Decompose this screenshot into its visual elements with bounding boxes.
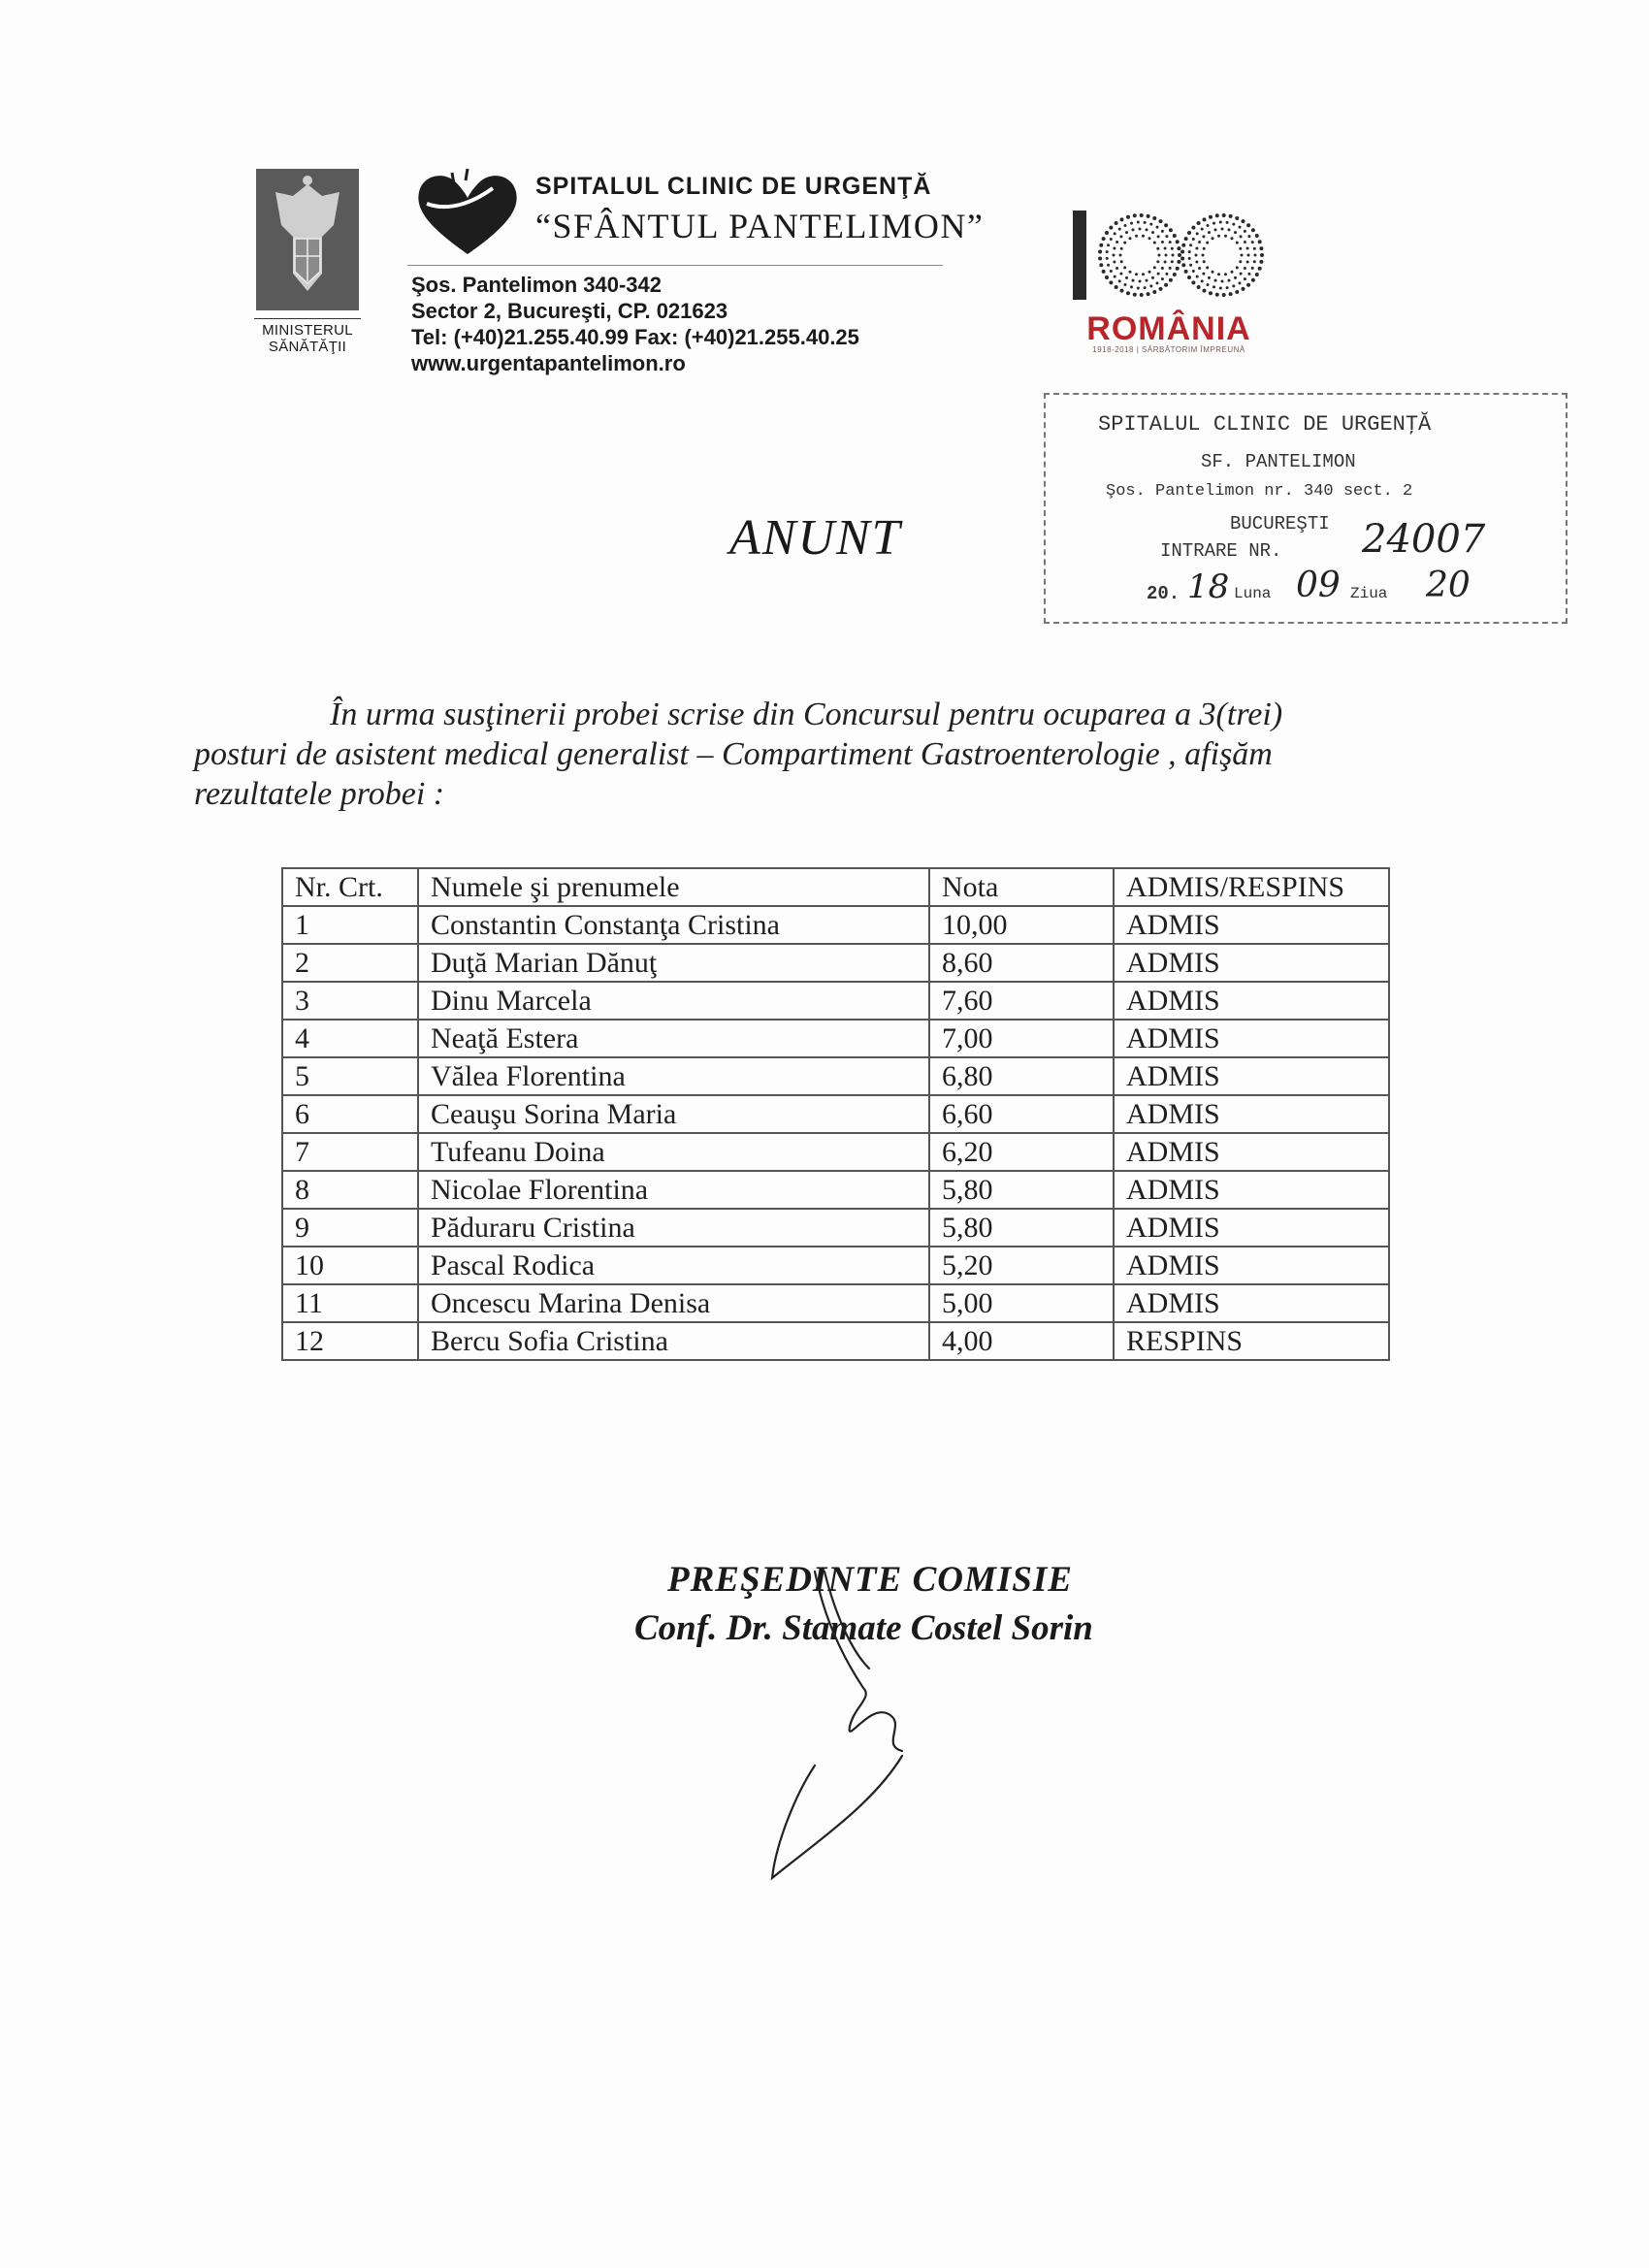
ministry-line1: MINISTERUL	[262, 322, 353, 339]
row-result: ADMIS	[1114, 1209, 1389, 1247]
page-title: ANUNT	[729, 510, 902, 566]
row-nr: 8	[282, 1171, 418, 1209]
stamp-month: 09	[1296, 566, 1341, 605]
row-name: Vălea Florentina	[418, 1057, 929, 1095]
row-name: Nicolae Florentina	[418, 1171, 929, 1209]
row-name: Pascal Rodica	[418, 1247, 929, 1284]
row-name: Dinu Marcela	[418, 982, 929, 1020]
intro-line3: rezultatele probei :	[194, 776, 445, 812]
row-name: Ceauşu Sorina Maria	[418, 1095, 929, 1133]
row-name: Duţă Marian Dănuţ	[418, 944, 929, 982]
handwritten-signature	[757, 1552, 951, 1906]
coat-of-arms-icon	[254, 167, 361, 312]
table-row	[282, 906, 1389, 944]
hospital-website: www.urgentapantelimon.ro	[411, 351, 686, 375]
stamp-day-label: Ziua	[1350, 585, 1388, 602]
row-result: RESPINS	[1114, 1322, 1389, 1360]
stamp-line4: BUCUREŞTI	[1230, 513, 1330, 535]
row-nr: 2	[282, 944, 418, 982]
registration-stamp	[1044, 393, 1568, 624]
signature-name: Conf. Dr. Stamate Costel Sorin	[634, 1608, 1093, 1648]
row-nr: 7	[282, 1133, 418, 1171]
row-grade: 7,60	[929, 982, 1114, 1020]
stamp-day: 20	[1426, 566, 1471, 605]
table-row	[282, 1284, 1389, 1322]
stamp-entry-label: INTRARE NR.	[1160, 540, 1282, 562]
table-row	[282, 1247, 1389, 1284]
hospital-phone: Tel: (+40)21.255.40.99 Fax: (+40)21.255.40.25	[411, 325, 859, 349]
col-header-name: Numele şi prenumele	[418, 868, 929, 906]
row-name: Neaţă Estera	[418, 1020, 929, 1057]
row-nr: 6	[282, 1095, 418, 1133]
hospital-name-line1: SPITALUL CLINIC DE URGENŢĂ	[535, 173, 932, 200]
table-row	[282, 1133, 1389, 1171]
row-grade: 4,00	[929, 1322, 1114, 1360]
ministry-line2: SĂNĂTĂŢII	[268, 339, 347, 355]
stamp-month-label: Luna	[1234, 585, 1272, 602]
hospital-contact	[411, 272, 859, 376]
row-name: Constantin Constanţa Cristina	[418, 906, 929, 944]
row-grade: 5,20	[929, 1247, 1114, 1284]
intro-line2: posturi de asistent medical generalist – Compartiment Gastroenterologie , afişăm	[194, 736, 1273, 772]
heart-logo-icon	[409, 165, 526, 262]
row-name: Tufeanu Doina	[418, 1133, 929, 1171]
table-header-row	[282, 868, 1389, 906]
ministry-logo	[254, 167, 361, 355]
table-row	[282, 1095, 1389, 1133]
centenar-word: ROMÂNIA	[1086, 310, 1251, 347]
stamp-year-prefix: 20.	[1147, 583, 1180, 604]
row-result: ADMIS	[1114, 1171, 1389, 1209]
row-result: ADMIS	[1114, 1284, 1389, 1322]
row-grade: 7,00	[929, 1020, 1114, 1057]
row-result: ADMIS	[1114, 1057, 1389, 1095]
row-grade: 5,00	[929, 1284, 1114, 1322]
row-nr: 11	[282, 1284, 418, 1322]
row-result: ADMIS	[1114, 1020, 1389, 1057]
row-result: ADMIS	[1114, 906, 1389, 944]
centenar-logo	[1067, 199, 1271, 354]
table-row	[282, 982, 1389, 1020]
stamp-entry-number: 24007	[1362, 517, 1486, 562]
row-name: Oncescu Marina Denisa	[418, 1284, 929, 1322]
row-result: ADMIS	[1114, 982, 1389, 1020]
centenar-subtitle: 1918-2018 | SĂRBĂTORIM ÎMPREUNĂ	[1092, 345, 1245, 354]
row-nr: 1	[282, 906, 418, 944]
row-grade: 8,60	[929, 944, 1114, 982]
stamp-year: 18	[1187, 567, 1230, 606]
row-nr: 5	[282, 1057, 418, 1095]
stamp-line1: SPITALUL CLINIC DE URGENŢĂ	[1098, 412, 1432, 437]
table-row	[282, 944, 1389, 982]
col-header-grade: Nota	[929, 868, 1114, 906]
row-nr: 9	[282, 1209, 418, 1247]
row-nr: 10	[282, 1247, 418, 1284]
row-nr: 4	[282, 1020, 418, 1057]
hospital-name-line2: “SFÂNTUL PANTELIMON”	[535, 207, 985, 245]
intro-paragraph	[194, 695, 1474, 814]
signature-icon	[757, 1552, 951, 1901]
row-grade: 6,80	[929, 1057, 1114, 1095]
signature-role: PREŞEDINTE COMISIE	[667, 1560, 1073, 1600]
row-name: Bercu Sofia Cristina	[418, 1322, 929, 1360]
row-nr: 12	[282, 1322, 418, 1360]
row-result: ADMIS	[1114, 1247, 1389, 1284]
stamp-line2: SF. PANTELIMON	[1201, 451, 1356, 472]
row-result: ADMIS	[1114, 944, 1389, 982]
hospital-address1: Şos. Pantelimon 340-342	[411, 273, 662, 297]
row-name: Păduraru Cristina	[418, 1209, 929, 1247]
row-grade: 6,60	[929, 1095, 1114, 1133]
row-grade: 5,80	[929, 1171, 1114, 1209]
table-row	[282, 1020, 1389, 1057]
intro-line1: În urma susţinerii probei scrise din Concursul pentru ocuparea a 3(trei)	[330, 697, 1283, 732]
stamp-line3: Şos. Pantelimon nr. 340 sect. 2	[1106, 482, 1413, 501]
row-grade: 6,20	[929, 1133, 1114, 1171]
table-row	[282, 1209, 1389, 1247]
row-result: ADMIS	[1114, 1133, 1389, 1171]
hospital-logo	[409, 165, 526, 267]
header-divider	[407, 265, 943, 266]
row-grade: 10,00	[929, 906, 1114, 944]
table-row	[282, 1171, 1389, 1209]
results-table	[281, 867, 1390, 1361]
row-nr: 3	[282, 982, 418, 1020]
centenar-100-icon	[1067, 199, 1271, 306]
row-result: ADMIS	[1114, 1095, 1389, 1133]
table-row	[282, 1322, 1389, 1360]
col-header-result: ADMIS/RESPINS	[1114, 868, 1389, 906]
row-grade: 5,80	[929, 1209, 1114, 1247]
col-header-nr: Nr. Crt.	[282, 868, 418, 906]
table-row	[282, 1057, 1389, 1095]
hospital-address2: Sector 2, Bucureşti, CP. 021623	[411, 299, 728, 323]
